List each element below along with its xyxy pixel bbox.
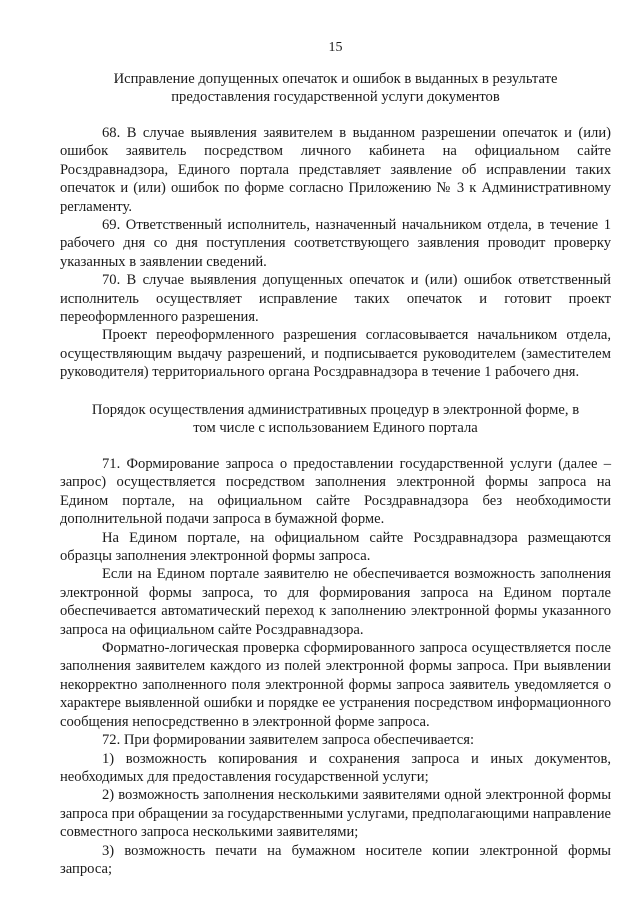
heading-line: Исправление допущенных опечаток и ошибок в выданных в результате	[113, 71, 558, 87]
paragraph-samples: На Едином портале, на официальном сайте Росздравнадзора размещаются образцы заполнения электронной формы запроса.	[60, 529, 611, 565]
list-item-2: 2) возможность заполнения несколькими заявителями одной электронной формы запроса при обращении за государственными услугами, предполагающими направление совместного запроса несколькими заявителями;	[60, 787, 611, 841]
section-body-corrections	[60, 124, 611, 382]
paragraph-68: 68. В случае выявления заявителем в выданном разрешении опечаток и (или) ошибок заявитель посредством личного кабинета на официальном сайте Росздравнадзора, Единого портала представляет заявление об исправлении таких опечаток и (или) ошибок по форме согласно Приложению № 3 к Административному регламенту.	[60, 125, 611, 215]
heading-line: том числе с использованием Единого портала	[193, 420, 478, 437]
paragraph-70-draft: Проект переоформленного разрешения согласовывается начальником отдела, осуществляющим выдачу разрешений, и подписывается руководителем (заместителем руководителя) территориального органа Росздравнадзора в течение 1 рабочего дня.	[60, 327, 611, 381]
paragraph-redirect: Если на Едином портале заявителю не обеспечивается возможность заполнения электронной формы запроса, то для формирования запроса на Едином портале обеспечивается автоматический переход к заполнению электронной формы указанного запроса на официальном сайте Росздравнадзора.	[60, 566, 611, 638]
section-heading-corrections	[80, 70, 591, 107]
document-page	[60, 0, 611, 905]
list-item-3: 3) возможность печати на бумажном носителе копии электронной формы запроса;	[60, 842, 611, 877]
paragraph-70: 70. В случае выявления допущенных опечаток и (или) ошибок ответственный исполнитель осуществляет исправление таких опечаток и готовит проект переоформленного разрешения.	[60, 272, 611, 326]
paragraph-71: 71. Формирование запроса о предоставлении государственной услуги (далее – запрос) осуществляется посредством заполнения электронной формы запроса на Едином портале, на официальном сайте Росздравнадзора без необходимости дополнительной подачи запроса в бумажной форме.	[60, 456, 611, 528]
paragraph-validation: Форматно-логическая проверка сформированного запроса осуществляется после заполнения заявителем каждого из полей электронной формы запроса. При выявлении некорректно заполненного поля электронной формы запроса заявитель уведомляется о характере выявленной ошибки и порядке ее устранения посредством информационного сообщения непосредственно в электронной форме запроса.	[60, 640, 611, 730]
section-body-electronic	[60, 455, 611, 878]
paragraph-72: 72. При формировании заявителем запроса обеспечивается:	[102, 732, 475, 749]
paragraph-69: 69. Ответственный исполнитель, назначенный начальником отдела, в течение 1 рабочего дня со дня поступления соответствующего заявления проводит проверку указанных в заявлении сведений.	[60, 217, 611, 270]
list-item-1: 1) возможность копирования и сохранения запроса и иных документов, необходимых для предоставления государственной услуги;	[60, 750, 611, 785]
page-number: 15	[328, 40, 343, 55]
heading-line: Порядок осуществления административных процедур в электронной форме, в	[91, 402, 580, 418]
heading-line: предоставления государственной услуги документов	[171, 89, 500, 106]
section-heading-electronic	[80, 401, 591, 438]
